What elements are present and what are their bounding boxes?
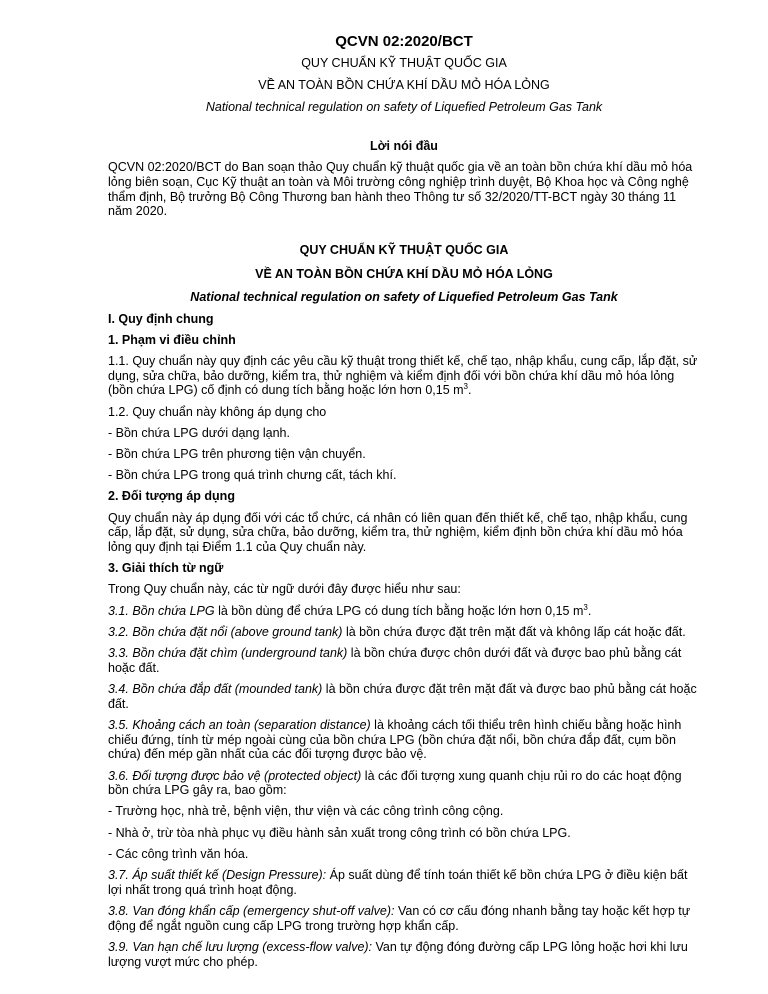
section-3-heading: 3. Giải thích từ ngữ — [108, 561, 224, 576]
main-english: National technical regulation on safety of Liquefied Petroleum Gas Tank — [190, 290, 618, 305]
definition-3-6: 3.6. Đối tượng được bảo vệ (protected object) là các đối tượng xung quanh chịu rủi ro do các hoạt động bồn chứa LPG gây ra, bao gồm: — [108, 768, 682, 798]
section-3-intro: Trong Quy chuẩn này, các từ ngữ dưới đây được hiểu như sau: — [108, 582, 461, 597]
list-item: - Các công trình văn hóa. — [108, 846, 249, 861]
section-2-text: Quy chuẩn này áp dụng đối với các tổ chức, cá nhân có liên quan đến thiết kế, chế tạo, nhập khẩu, cung cấp, lắp đặt, sử dụng, sửa chữa, bảo dưỡng, kiểm tra, thử nghiệm, kiểm định bồn chứa khí dầu mỏ hóa lỏng quy định tại Điểm 1.1 của Quy chuẩn này. — [108, 510, 688, 555]
definition-3-5: 3.5. Khoảng cách an toàn (separation distance) là khoảng cách tối thiểu trên hình chiếu bằng hoặc hình chiếu đứng, tính từ mép ngoài cùng của bồn chứa LPG (bồn chứa đặt nổi, bồn chứa đắp đất, cụm bồn chứa) đến mép gần nhất của các đối tượng được bảo vệ. — [108, 717, 682, 762]
preface-title: Lời nói đầu — [370, 139, 438, 153]
definition-3-7: 3.7. Áp suất thiết kế (Design Pressure): Áp suất dùng để tính toán thiết kế bồn chứa LPG ở điều kiện bất lợi nhất trong quá trình hoạt động. — [108, 868, 688, 897]
section-2-heading: 2. Đối tượng áp dụng — [108, 489, 235, 504]
document-code: QCVN 02:2020/BCT — [335, 33, 473, 50]
list-item: - Bồn chứa LPG trên phương tiện vận chuyển. — [108, 447, 366, 462]
section-1-heading: 1. Phạm vi điều chỉnh — [108, 332, 236, 347]
definition-3-4: 3.4. Bồn chứa đắp đất (mounded tank) là bồn chứa được đặt trên mặt đất và được bao phủ bằng cát hoặc đất. — [108, 681, 697, 711]
main-title-2: VỀ AN TOÀN BỒN CHỨA KHÍ DẦU MỎ HÓA LỎNG — [255, 266, 553, 281]
section-1-2: 1.2. Quy chuẩn này không áp dụng cho — [108, 404, 327, 419]
preface-text: QCVN 02:2020/BCT do Ban soạn thảo Quy chuẩn kỹ thuật quốc gia về an toàn bồn chứa khí dầu mỏ hóa lỏng biên soạn, Cục Kỹ thuật an toàn và Môi trường công nghiệp trình duyệt, Bộ Khoa học và Công nghệ thẩm định, Bộ trưởng Bộ Công Thương ban hành theo Thông tư số 32/2020/TT-BCT ngày 30 tháng 11 năm 2020. — [108, 160, 693, 219]
main-title-1: QUY CHUẨN KỸ THUẬT QUỐC GIA — [299, 243, 509, 258]
list-item: - Trường học, nhà trẻ, bệnh viện, thư viện và các công trình công cộng. — [108, 804, 504, 819]
definition-3-3: 3.3. Bồn chứa đặt chìm (underground tank) là bồn chứa được chôn dưới đất và được bao phủ bằng cát hoặc đất. — [108, 646, 682, 675]
header-english: National technical regulation on safety of Liquefied Petroleum Gas Tank — [205, 100, 603, 114]
definition-3-8: 3.8. Van đóng khẩn cấp (emergency shut-off valve): Van có cơ cấu đóng nhanh bằng tay hoặc kết hợp tự động để ngắt nguồn cung cấp LPG trong trường hợp khẩn cấp. — [108, 903, 691, 933]
part-1-heading: I. Quy định chung — [108, 311, 214, 326]
list-item: - Bồn chứa LPG dưới dạng lạnh. — [108, 425, 290, 440]
definition-3-2: 3.2. Bồn chứa đặt nổi (above ground tank) là bồn chứa được đặt trên mặt đất và không lấp cát hoặc đất. — [108, 624, 686, 639]
section-1-1: 1.1. Quy chuẩn này quy định các yêu cầu kỹ thuật trong thiết kế, chế tạo, nhập khẩu, cung cấp, lắp đặt, sử dụng, sửa chữa, bảo dưỡng, kiểm tra, thử nghiệm và kiểm định đối với bồn chứa khí dầu mỏ hóa lỏng (bồn chứa LPG) cố định có dung tích bằng hoặc lớn hơn 0,15 $m^3$. — [108, 354, 698, 398]
list-item: - Bồn chứa LPG trong quá trình chưng cất, tách khí. — [108, 468, 397, 483]
header-line-2: VỀ AN TOÀN BỒN CHỨA KHÍ DẦU MỎ HÓA LỎNG — [258, 78, 550, 92]
list-item: - Nhà ở, trừ tòa nhà phục vụ điều hành sản xuất trong công trình có bồn chứa LPG. — [108, 825, 571, 840]
definition-3-1: 3.1. Bồn chứa LPG là bồn dùng để chứa LPG có dung tích bằng hoặc lớn hơn 0,15 $m^3$. — [108, 602, 592, 618]
definition-3-9: 3.9. Van hạn chế lưu lượng (excess-flow valve): Van tự động đóng đường cấp LPG lỏng hoặc hơi khi lưu lượng vượt mức cho phép. — [108, 939, 688, 969]
header-line-1: QUY CHUẨN KỸ THUẬT QUỐC GIA — [301, 56, 507, 70]
